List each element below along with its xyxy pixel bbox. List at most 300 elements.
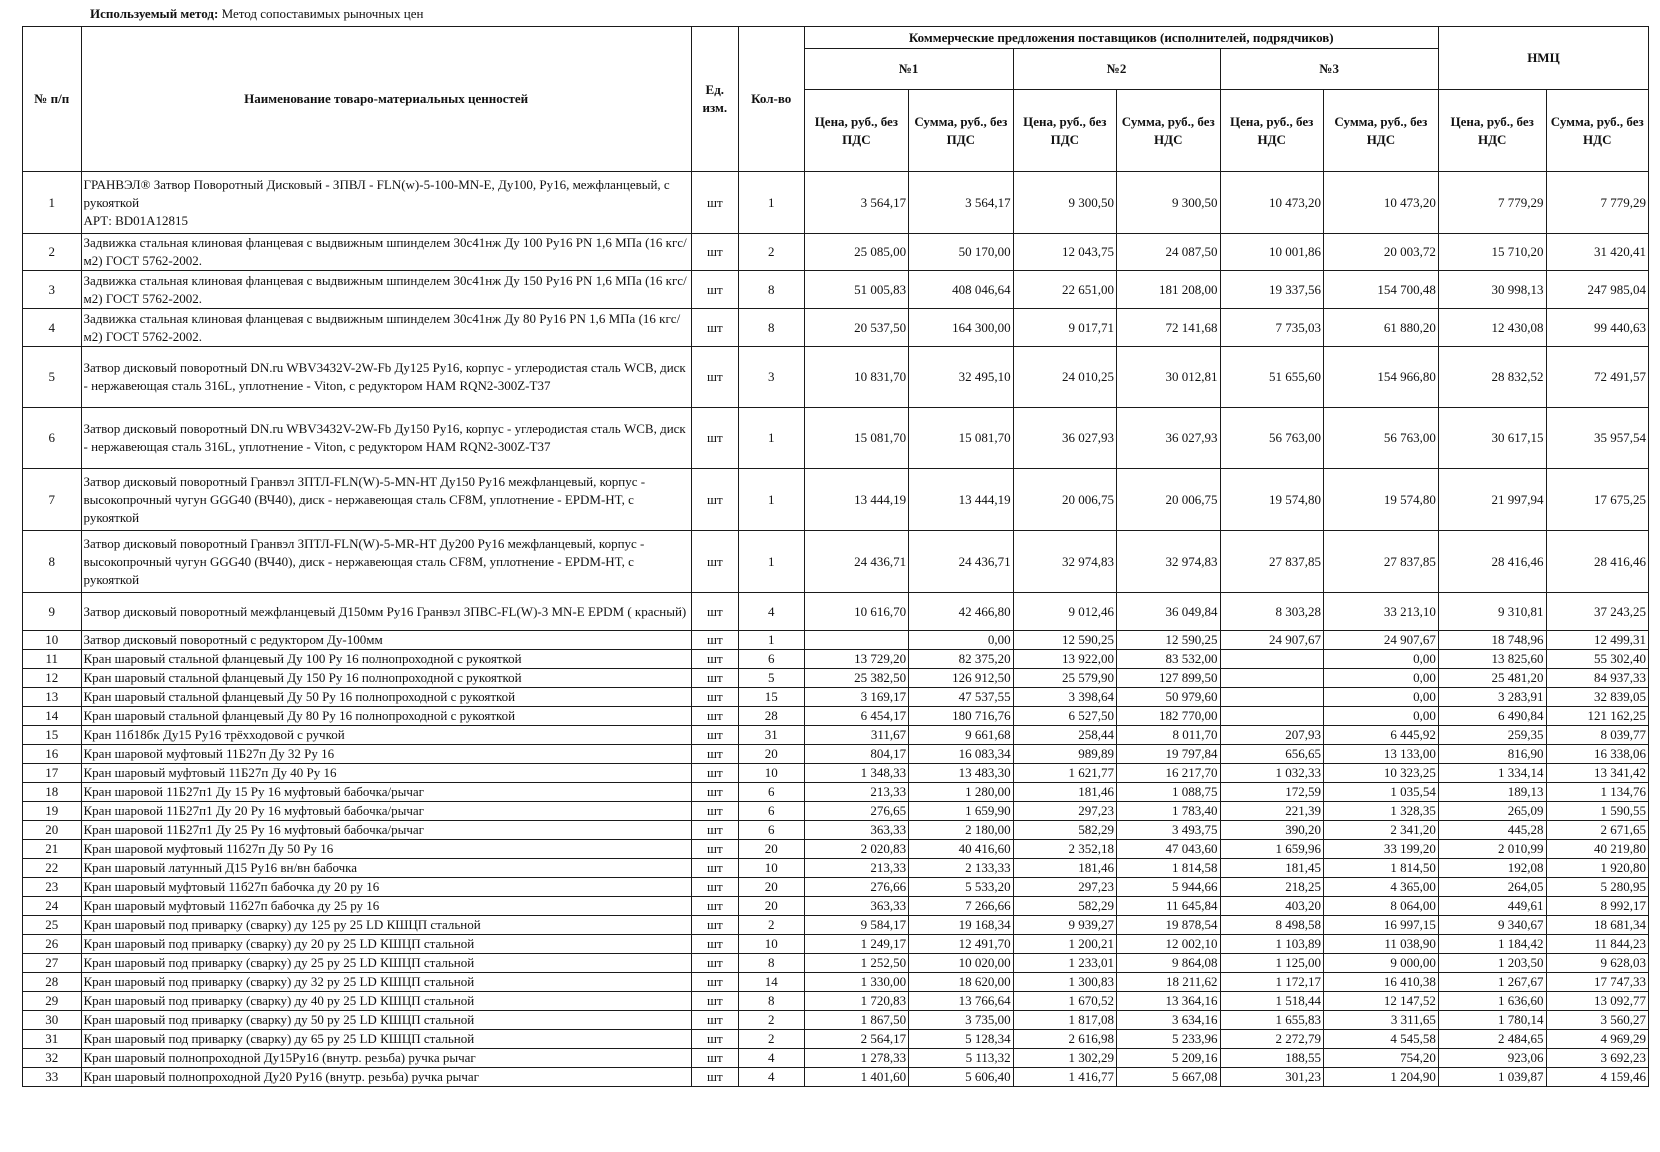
row-qty: 2: [738, 1011, 804, 1030]
offer1-sum: 24 436,71: [909, 531, 1013, 593]
offer1-price: 311,67: [804, 726, 908, 745]
offer1-sum: 47 537,55: [909, 688, 1013, 707]
offer1-sum: 5 113,32: [909, 1049, 1013, 1068]
row-num: 14: [23, 707, 82, 726]
row-num: 9: [23, 593, 82, 631]
row-unit: шт: [691, 878, 738, 897]
offer1-sum: 40 416,60: [909, 840, 1013, 859]
offer2-sum: 11 645,84: [1117, 897, 1220, 916]
row-unit: шт: [691, 764, 738, 783]
row-unit: шт: [691, 234, 738, 271]
offer2-sum: 30 012,81: [1117, 347, 1220, 408]
nmc-sum: 17 747,33: [1546, 973, 1648, 992]
row-num: 29: [23, 992, 82, 1011]
row-qty: 2: [738, 916, 804, 935]
offer3-sum: 2 341,20: [1323, 821, 1438, 840]
offer2-price: 9 939,27: [1013, 916, 1116, 935]
offer1-price: 10 616,70: [804, 593, 908, 631]
row-num: 26: [23, 935, 82, 954]
offer3-sum: 33 199,20: [1323, 840, 1438, 859]
row-unit: шт: [691, 897, 738, 916]
nmc-sum: 84 937,33: [1546, 669, 1648, 688]
row-name: Затвор дисковый поворотный Гранвэл ЗПТЛ-FLN(W)-5-MR-HT Ду200 Ру16 межфланцевый, корпус - высокопрочный чугун GGG40 (ВЧ40), диск - нержавеющая сталь CF8M, уплотнение - EPDM-HT, с рукояткой: [81, 531, 691, 593]
offer3-sum: 20 003,72: [1323, 234, 1438, 271]
table-row: [23, 408, 1649, 469]
offer3-sum: 154 700,48: [1323, 271, 1438, 309]
offer1-price: 804,17: [804, 745, 908, 764]
row-qty: 1: [738, 172, 804, 234]
row-unit: шт: [691, 688, 738, 707]
offer2-sum: 19 797,84: [1117, 745, 1220, 764]
offer1-price: 15 081,70: [804, 408, 908, 469]
table-row: [23, 992, 1649, 1011]
offer3-price: 10 001,86: [1220, 234, 1323, 271]
table-row: [23, 821, 1649, 840]
offer1-price: 1 252,50: [804, 954, 908, 973]
nmc-price: 1 780,14: [1438, 1011, 1546, 1030]
table-row: [23, 802, 1649, 821]
row-qty: 1: [738, 408, 804, 469]
row-qty: 3: [738, 347, 804, 408]
nmc-sum: 11 844,23: [1546, 935, 1648, 954]
offer2-sum: 9 300,50: [1117, 172, 1220, 234]
offer3-price: 188,55: [1220, 1049, 1323, 1068]
nmc-price: 265,09: [1438, 802, 1546, 821]
offer2-sum: 3 634,16: [1117, 1011, 1220, 1030]
nmc-price: 3 283,91: [1438, 688, 1546, 707]
nmc-sum: 8 039,77: [1546, 726, 1648, 745]
table-row: [23, 271, 1649, 309]
offer3-sum: 56 763,00: [1323, 408, 1438, 469]
offer1-sum: 7 266,66: [909, 897, 1013, 916]
offer1-sum: 19 168,34: [909, 916, 1013, 935]
nmc-sum: 16 338,06: [1546, 745, 1648, 764]
offer3-price: 172,59: [1220, 783, 1323, 802]
offer1-sum: 1 280,00: [909, 783, 1013, 802]
nmc-sum: 99 440,63: [1546, 309, 1648, 347]
offer2-sum: 5 233,96: [1117, 1030, 1220, 1049]
offer3-sum: 9 000,00: [1323, 954, 1438, 973]
offer3-sum: 1 328,35: [1323, 802, 1438, 821]
row-num: 5: [23, 347, 82, 408]
offer3-sum: 0,00: [1323, 707, 1438, 726]
row-num: 6: [23, 408, 82, 469]
col-qty-header: Кол-во: [738, 27, 804, 172]
offer1-price-header: Цена, руб., без ПДС: [804, 90, 908, 172]
offer3-sum: 1 814,50: [1323, 859, 1438, 878]
offer1-price: 13 444,19: [804, 469, 908, 531]
row-unit: шт: [691, 745, 738, 764]
offer2-sum: 16 217,70: [1117, 764, 1220, 783]
offer2-sum: 9 864,08: [1117, 954, 1220, 973]
offer1-price: 3 169,17: [804, 688, 908, 707]
table-row: [23, 859, 1649, 878]
offer3-price: 207,93: [1220, 726, 1323, 745]
row-name: Кран шаровый под приварку (сварку) ду 20 ру 25 LD КШЦП стальной: [81, 935, 691, 954]
table-row: [23, 650, 1649, 669]
row-num: 3: [23, 271, 82, 309]
row-name: ГРАНВЭЛ® Затвор Поворотный Дисковый - ЗПВЛ - FLN(w)-5-100-MN-E, Ду100, Ру16, межфланцевый, с рукояткой АРТ: BD01A12815: [81, 172, 691, 234]
row-qty: 8: [738, 271, 804, 309]
offer3-sum: 16 410,38: [1323, 973, 1438, 992]
nmc-sum: 1 134,76: [1546, 783, 1648, 802]
nmc-price: 15 710,20: [1438, 234, 1546, 271]
table-row: [23, 172, 1649, 234]
offer3-sum: 1 035,54: [1323, 783, 1438, 802]
offer2-sum: 12 590,25: [1117, 631, 1220, 650]
offer2-header: №2: [1013, 49, 1220, 90]
offer3-price-header: Цена, руб., без НДС: [1220, 90, 1323, 172]
offer1-price: 1 401,60: [804, 1068, 908, 1087]
table-row: [23, 1030, 1649, 1049]
nmc-sum: 121 162,25: [1546, 707, 1648, 726]
offer1-price: 276,66: [804, 878, 908, 897]
nmc-price: 13 825,60: [1438, 650, 1546, 669]
table-row: [23, 1011, 1649, 1030]
method-value: Метод сопоставимых рыночных цен: [221, 6, 424, 21]
row-qty: 20: [738, 840, 804, 859]
offer2-price: 25 579,90: [1013, 669, 1116, 688]
row-name: Кран шаровой 11Б27п1 Ду 25 Ру 16 муфтовый бабочка/рычаг: [81, 821, 691, 840]
offer2-sum: 5 944,66: [1117, 878, 1220, 897]
offer1-price: 2 020,83: [804, 840, 908, 859]
row-name: Кран 11б18бк Ду15 Ру16 трёхходовой с ручкой: [81, 726, 691, 745]
offer3-sum: 12 147,52: [1323, 992, 1438, 1011]
offer3-sum: 16 997,15: [1323, 916, 1438, 935]
offer1-sum: 1 659,90: [909, 802, 1013, 821]
nmc-price: 25 481,20: [1438, 669, 1546, 688]
offer3-sum: 19 574,80: [1323, 469, 1438, 531]
row-name: Кран шаровый муфтовый 11Б27п Ду 40 Ру 16: [81, 764, 691, 783]
row-unit: шт: [691, 992, 738, 1011]
offer3-price: 7 735,03: [1220, 309, 1323, 347]
row-unit: шт: [691, 726, 738, 745]
offer1-sum: 9 661,68: [909, 726, 1013, 745]
row-name: Кран шаровый муфтовый 11б27п бабочка ду 20 ру 16: [81, 878, 691, 897]
offer2-price: 582,29: [1013, 897, 1116, 916]
nmc-sum: 37 243,25: [1546, 593, 1648, 631]
nmc-price: 192,08: [1438, 859, 1546, 878]
row-qty: 14: [738, 973, 804, 992]
row-qty: 28: [738, 707, 804, 726]
row-unit: шт: [691, 840, 738, 859]
row-unit: шт: [691, 271, 738, 309]
offer3-sum: 33 213,10: [1323, 593, 1438, 631]
offer2-sum: 24 087,50: [1117, 234, 1220, 271]
offer3-price: [1220, 707, 1323, 726]
offer3-sum: 754,20: [1323, 1049, 1438, 1068]
row-num: 33: [23, 1068, 82, 1087]
row-qty: 15: [738, 688, 804, 707]
offer3-sum: 154 966,80: [1323, 347, 1438, 408]
row-num: 21: [23, 840, 82, 859]
offer1-price: 363,33: [804, 897, 908, 916]
row-num: 27: [23, 954, 82, 973]
nmc-sum: 40 219,80: [1546, 840, 1648, 859]
row-qty: 5: [738, 669, 804, 688]
row-unit: шт: [691, 531, 738, 593]
offer2-sum: 13 364,16: [1117, 992, 1220, 1011]
offer3-sum: 13 133,00: [1323, 745, 1438, 764]
offer3-price: 1 032,33: [1220, 764, 1323, 783]
offer2-price: 1 817,08: [1013, 1011, 1116, 1030]
row-name: Кран шаровой 11Б27п1 Ду 15 Ру 16 муфтовый бабочка/рычаг: [81, 783, 691, 802]
offer3-sum: 8 064,00: [1323, 897, 1438, 916]
row-qty: 4: [738, 1068, 804, 1087]
offer1-sum: 13 483,30: [909, 764, 1013, 783]
offer1-price: 213,33: [804, 859, 908, 878]
offer1-sum-header: Сумма, руб., без ПДС: [909, 90, 1013, 172]
offer3-price: 8 303,28: [1220, 593, 1323, 631]
offer2-price-header: Цена, руб., без ПДС: [1013, 90, 1116, 172]
offer2-price: 1 233,01: [1013, 954, 1116, 973]
offer3-sum: 0,00: [1323, 688, 1438, 707]
row-qty: 20: [738, 878, 804, 897]
row-qty: 20: [738, 745, 804, 764]
row-name: Затвор дисковый поворотный DN.ru WBV3432V-2W-Fb Ду150 Ру16, корпус - углеродистая сталь WCB, диск - нержавеющая сталь 316L, уплотнение - Viton, с редуктором HAM RQN2-300Z-T37: [81, 408, 691, 469]
nmc-price: 6 490,84: [1438, 707, 1546, 726]
row-name: Затвор дисковый поворотный с редуктором Ду-100мм: [81, 631, 691, 650]
table-row: [23, 631, 1649, 650]
table-row: [23, 469, 1649, 531]
nmc-price: 28 832,52: [1438, 347, 1546, 408]
offer3-price: 1 172,17: [1220, 973, 1323, 992]
offer2-price: 181,46: [1013, 783, 1116, 802]
table-row: [23, 840, 1649, 859]
offer3-sum: 1 204,90: [1323, 1068, 1438, 1087]
offer2-sum: 3 493,75: [1117, 821, 1220, 840]
offer2-sum: 36 049,84: [1117, 593, 1220, 631]
row-unit: шт: [691, 347, 738, 408]
offer2-price: 20 006,75: [1013, 469, 1116, 531]
offer2-price: 258,44: [1013, 726, 1116, 745]
row-num: 22: [23, 859, 82, 878]
offer3-sum: 24 907,67: [1323, 631, 1438, 650]
row-unit: шт: [691, 669, 738, 688]
offer2-sum: 50 979,60: [1117, 688, 1220, 707]
table-row: [23, 916, 1649, 935]
offer3-price: 181,45: [1220, 859, 1323, 878]
offer3-price: 27 837,85: [1220, 531, 1323, 593]
offer2-price: 181,46: [1013, 859, 1116, 878]
offer1-sum: 2 133,33: [909, 859, 1013, 878]
row-name: Затвор дисковый поворотный межфланцевый Д150мм Ру16 Гранвэл ЗПВС-FL(W)-3 MN-E EPDM ( красный): [81, 593, 691, 631]
table-row: [23, 745, 1649, 764]
offer2-sum: 83 532,00: [1117, 650, 1220, 669]
row-qty: 1: [738, 531, 804, 593]
offer2-sum: 12 002,10: [1117, 935, 1220, 954]
nmc-sum: 35 957,54: [1546, 408, 1648, 469]
row-name: Затвор дисковый поворотный Гранвэл ЗПТЛ-FLN(W)-5-MN-HT Ду150 Ру16 межфланцевый, корпус - высокопрочный чугун GGG40 (ВЧ40), диск - нержавеющая сталь CF8M, уплотнение - EPDM-HT, с рукояткой: [81, 469, 691, 531]
offer3-sum: 0,00: [1323, 669, 1438, 688]
row-num: 16: [23, 745, 82, 764]
offer2-price: 6 527,50: [1013, 707, 1116, 726]
offer2-price: 13 922,00: [1013, 650, 1116, 669]
offer3-sum: 0,00: [1323, 650, 1438, 669]
offer2-sum: 32 974,83: [1117, 531, 1220, 593]
row-qty: 4: [738, 1049, 804, 1068]
row-unit: шт: [691, 935, 738, 954]
offer2-price: 3 398,64: [1013, 688, 1116, 707]
table-row: [23, 347, 1649, 408]
row-num: 24: [23, 897, 82, 916]
row-qty: 1: [738, 469, 804, 531]
offer3-price: 1 659,96: [1220, 840, 1323, 859]
nmc-sum: 72 491,57: [1546, 347, 1648, 408]
offer1-sum: 32 495,10: [909, 347, 1013, 408]
table-row: [23, 954, 1649, 973]
offer2-price: 297,23: [1013, 802, 1116, 821]
offer1-price: 13 729,20: [804, 650, 908, 669]
offer1-price: 363,33: [804, 821, 908, 840]
row-qty: 6: [738, 650, 804, 669]
row-name: Кран шаровый под приварку (сварку) ду 125 ру 25 LD КШЦП стальной: [81, 916, 691, 935]
offer3-sum: 6 445,92: [1323, 726, 1438, 745]
offer3-price: 656,65: [1220, 745, 1323, 764]
nmc-sum: 13 092,77: [1546, 992, 1648, 1011]
offer2-sum: 5 667,08: [1117, 1068, 1220, 1087]
offer3-price: 2 272,79: [1220, 1030, 1323, 1049]
offer2-sum: 1 088,75: [1117, 783, 1220, 802]
offer2-sum: 127 899,50: [1117, 669, 1220, 688]
row-unit: шт: [691, 309, 738, 347]
row-name: Кран шаровый под приварку (сварку) ду 25 ру 25 LD КШЦП стальной: [81, 954, 691, 973]
row-name: Кран шаровый под приварку (сварку) ду 65 ру 25 LD КШЦП стальной: [81, 1030, 691, 1049]
nmc-sum-header: Сумма, руб., без НДС: [1546, 90, 1648, 172]
offer3-price: 301,23: [1220, 1068, 1323, 1087]
nmc-sum: 4 969,29: [1546, 1030, 1648, 1049]
nmc-price: 816,90: [1438, 745, 1546, 764]
nmc-price: 7 779,29: [1438, 172, 1546, 234]
row-name: Кран шаровый под приварку (сварку) ду 50 ру 25 LD КШЦП стальной: [81, 1011, 691, 1030]
col-name-header: Наименование товаро-материальных ценностей: [81, 27, 691, 172]
nmc-price: 1 039,87: [1438, 1068, 1546, 1087]
nmc-price: 18 748,96: [1438, 631, 1546, 650]
offer2-price: 1 416,77: [1013, 1068, 1116, 1087]
offer3-sum: 10 323,25: [1323, 764, 1438, 783]
row-name: Задвижка стальная клиновая фланцевая с выдвижным шпинделем 30с41нж Ду 100 Ру16 PN 1,6 МПа (16 кгс/м2) ГОСТ 5762-2002.: [81, 234, 691, 271]
nmc-price: 9 340,67: [1438, 916, 1546, 935]
table-row: [23, 1068, 1649, 1087]
row-num: 4: [23, 309, 82, 347]
nmc-sum: 8 992,17: [1546, 897, 1648, 916]
row-unit: шт: [691, 593, 738, 631]
offer3-price: 24 907,67: [1220, 631, 1323, 650]
row-unit: шт: [691, 859, 738, 878]
offer1-sum: 0,00: [909, 631, 1013, 650]
offer2-sum: 1 814,58: [1117, 859, 1220, 878]
table-body: [23, 172, 1649, 1087]
row-unit: шт: [691, 707, 738, 726]
nmc-price: 28 416,46: [1438, 531, 1546, 593]
offer2-price: 297,23: [1013, 878, 1116, 897]
row-qty: 31: [738, 726, 804, 745]
row-num: 13: [23, 688, 82, 707]
offer1-sum: 3 564,17: [909, 172, 1013, 234]
offer3-price: 403,20: [1220, 897, 1323, 916]
nmc-price: 1 334,14: [1438, 764, 1546, 783]
row-qty: 2: [738, 1030, 804, 1049]
nmc-price: 189,13: [1438, 783, 1546, 802]
row-name: Кран шаровый стальной фланцевый Ду 150 Ру 16 полнопроходной с рукояткой: [81, 669, 691, 688]
nmc-price: 30 998,13: [1438, 271, 1546, 309]
row-name: Кран шаровый латунный Д15 Ру16 вн/вн бабочка: [81, 859, 691, 878]
offer3-sum: 11 038,90: [1323, 935, 1438, 954]
offer3-price: 8 498,58: [1220, 916, 1323, 935]
row-num: 1: [23, 172, 82, 234]
offer2-price: 1 670,52: [1013, 992, 1116, 1011]
offer1-price: 1 330,00: [804, 973, 908, 992]
offer1-sum: 164 300,00: [909, 309, 1013, 347]
nmc-price: 21 997,94: [1438, 469, 1546, 531]
nmc-price: 1 636,60: [1438, 992, 1546, 1011]
table-header: [23, 27, 1649, 172]
row-name: Кран шаровый муфтовый 11б27п бабочка ду 25 ру 16: [81, 897, 691, 916]
row-num: 8: [23, 531, 82, 593]
offer1-sum: 5 128,34: [909, 1030, 1013, 1049]
row-num: 10: [23, 631, 82, 650]
method-label: Используемый метод:: [90, 6, 219, 21]
offer1-sum: 50 170,00: [909, 234, 1013, 271]
offer2-price: 32 974,83: [1013, 531, 1116, 593]
nmc-price: 9 310,81: [1438, 593, 1546, 631]
offer2-price: 1 300,83: [1013, 973, 1116, 992]
nmc-price: 923,06: [1438, 1049, 1546, 1068]
row-qty: 8: [738, 992, 804, 1011]
nmc-price: 1 184,42: [1438, 935, 1546, 954]
nmc-sum: 28 416,46: [1546, 531, 1648, 593]
row-qty: 10: [738, 859, 804, 878]
offer2-price: 36 027,93: [1013, 408, 1116, 469]
row-name: Задвижка стальная клиновая фланцевая с выдвижным шпинделем 30с41нж Ду 80 Ру16 PN 1,6 МПа (16 кгс/м2) ГОСТ 5762-2002.: [81, 309, 691, 347]
table-row: [23, 973, 1649, 992]
offer3-price: 390,20: [1220, 821, 1323, 840]
row-name: Кран шаровый под приварку (сварку) ду 40 ру 25 LD КШЦП стальной: [81, 992, 691, 1011]
offer3-price: 56 763,00: [1220, 408, 1323, 469]
row-num: 12: [23, 669, 82, 688]
offer2-sum-header: Сумма, руб., без НДС: [1117, 90, 1220, 172]
nmc-sum: 13 341,42: [1546, 764, 1648, 783]
offer1-sum: 3 735,00: [909, 1011, 1013, 1030]
offer3-sum: 10 473,20: [1323, 172, 1438, 234]
row-qty: 10: [738, 764, 804, 783]
nmc-sum: 9 628,03: [1546, 954, 1648, 973]
table-row: [23, 531, 1649, 593]
offer1-price: 20 537,50: [804, 309, 908, 347]
offers-header: Коммерческие предложения поставщиков (исполнителей, подрядчиков): [804, 27, 1438, 49]
row-qty: 20: [738, 897, 804, 916]
offer1-price: 51 005,83: [804, 271, 908, 309]
row-num: 30: [23, 1011, 82, 1030]
row-unit: шт: [691, 650, 738, 669]
offer3-price: 1 103,89: [1220, 935, 1323, 954]
row-num: 15: [23, 726, 82, 745]
offer2-sum: 72 141,68: [1117, 309, 1220, 347]
offer3-header: №3: [1220, 49, 1438, 90]
table-row: [23, 1049, 1649, 1068]
offer1-sum: 10 020,00: [909, 954, 1013, 973]
offer2-price: 9 300,50: [1013, 172, 1116, 234]
offer1-sum: 408 046,64: [909, 271, 1013, 309]
row-name: Кран шаровый под приварку (сварку) ду 32 ру 25 LD КШЦП стальной: [81, 973, 691, 992]
offer1-price: 25 382,50: [804, 669, 908, 688]
offer2-price: 24 010,25: [1013, 347, 1116, 408]
offer3-price: 51 655,60: [1220, 347, 1323, 408]
offer1-price: [804, 631, 908, 650]
offer1-price: 1 867,50: [804, 1011, 908, 1030]
row-num: 23: [23, 878, 82, 897]
offer1-price: 1 249,17: [804, 935, 908, 954]
